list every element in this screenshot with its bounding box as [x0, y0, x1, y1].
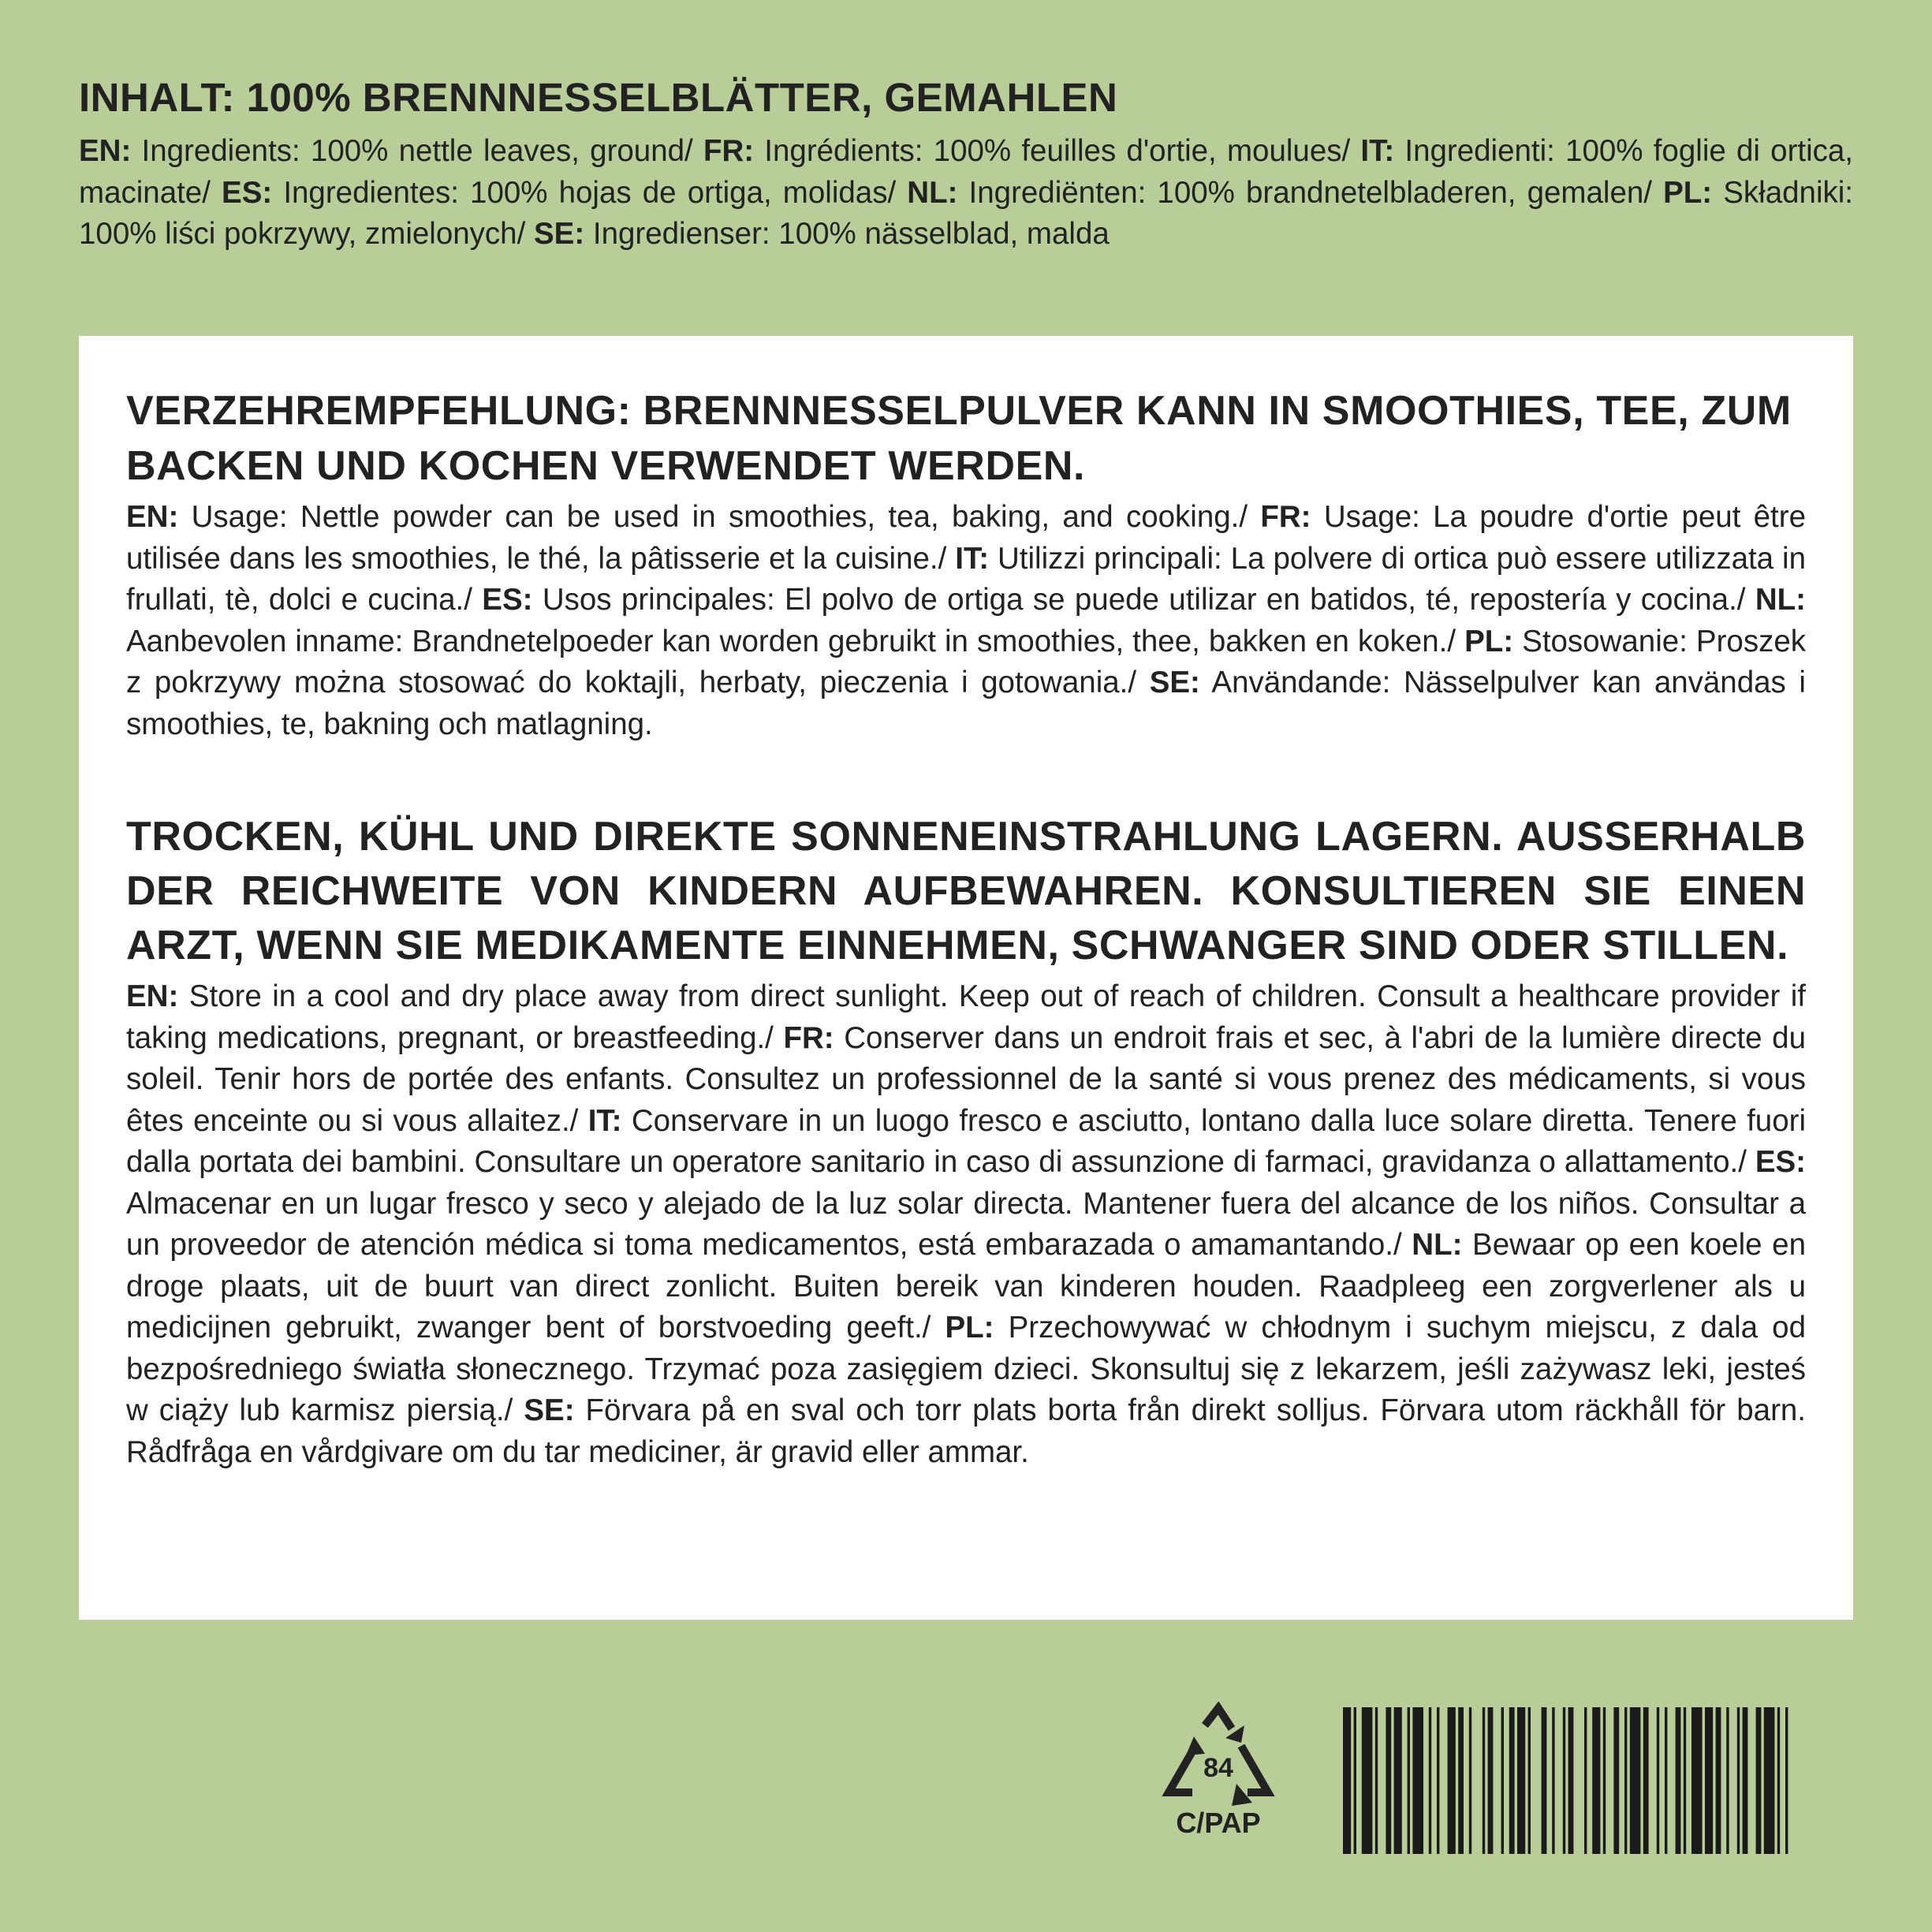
translation-text: Składniki: 100% liści pokrzywy, zmielonych/: [79, 175, 1854, 251]
barcode-bar: [1354, 1707, 1356, 1854]
barcode-bar: [1568, 1707, 1574, 1854]
barcode-bar: [1684, 1707, 1686, 1854]
translation-text: Ingrédients: 100% feuilles d'ortie, moulues/: [754, 134, 1361, 168]
ingredients-translations: [79, 131, 1853, 255]
language-code: ES:: [222, 175, 273, 210]
language-code: NL:: [907, 175, 958, 210]
barcode-bar: [1343, 1707, 1351, 1854]
translation-text: Usage: Nettle powder can be used in smoothies, tea, baking, and cooking./: [178, 500, 1261, 534]
barcode-bar: [1509, 1707, 1515, 1854]
language-code: FR:: [1260, 500, 1311, 534]
barcode-icon: [1343, 1707, 1852, 1854]
barcode-bar: [1528, 1707, 1531, 1854]
barcode-bar: [1552, 1707, 1554, 1854]
language-code: IT:: [587, 1103, 622, 1138]
language-code: EN:: [126, 979, 179, 1013]
translation-text: Ingredients: 100% nettle leaves, ground/: [131, 134, 703, 168]
barcode-bar: [1613, 1707, 1619, 1854]
storage-translations: [126, 976, 1806, 1473]
language-code: ES:: [482, 583, 533, 617]
language-code: ES:: [1755, 1145, 1806, 1179]
language-code: EN:: [126, 500, 179, 534]
barcode-bar: [1657, 1707, 1659, 1854]
translation-text: Förvara på en sval och torr plats borta från direkt solljus. Förvara utom räckhåll för barn. Rådfråga en vårdgivare om du tar mediciner, är gravid eller ammar.: [126, 1393, 1806, 1469]
translation-text: Przechowywać w chłodnym i suchym miejscu, z dala od bezpośredniego światła słonecznego. Trzymać poza zasięgiem dzieci. Skonsultuj się z lekarzem, jeśli zażywasz leki, jesteś w ciąży lub karmisz piersią./: [126, 1311, 1807, 1427]
translation-text: Conservare in un luogo fresco e asciutto, lontano dalla luce solare diretta. Tenere fuori dalla portata dei bambini. Consultare un operatore sanitario in caso di assunzione di farmaci, gravidanza o allattamento./: [126, 1103, 1806, 1179]
section-spacer: [126, 745, 1806, 810]
ingredients-title: INHALT: 100% BRENNNESSELBLÄTTER, GEMAHLEN: [79, 75, 1118, 120]
barcode-bar: [1705, 1707, 1713, 1854]
language-code: NL:: [1755, 583, 1806, 617]
language-code: PL:: [1464, 624, 1514, 658]
barcode-bar: [1394, 1707, 1402, 1854]
barcode-bar: [1643, 1707, 1649, 1854]
barcode-bar: [1737, 1707, 1740, 1854]
barcode-bar: [1412, 1707, 1423, 1854]
language-code: IT:: [1360, 134, 1395, 168]
translation-text: Användande: Nässelpulver kan användas i smoothies, te, bakning och matlagning.: [126, 666, 1806, 741]
barcode-bar: [1665, 1707, 1667, 1854]
info-panel: [79, 336, 1853, 1620]
barcode-bar: [1592, 1707, 1600, 1854]
barcode-bar: [1375, 1707, 1378, 1854]
barcode-bar: [1743, 1707, 1748, 1854]
language-code: SE:: [533, 217, 585, 251]
language-code: SE:: [524, 1393, 575, 1427]
barcode-bar: [1624, 1707, 1627, 1854]
recycling-number: 84: [1203, 1753, 1233, 1783]
barcode-bar: [1483, 1707, 1485, 1854]
barcode-bar: [1756, 1707, 1762, 1854]
language-code: EN:: [79, 134, 132, 168]
language-code: SE:: [1149, 666, 1200, 699]
barcode-bar: [1777, 1707, 1780, 1854]
language-code: PL:: [1663, 175, 1713, 210]
language-code: FR:: [783, 1020, 834, 1055]
barcode-bar: [1726, 1707, 1729, 1854]
barcode-bar: [1676, 1707, 1681, 1854]
translation-text: Ingredientes: 100% hojas de ortiga, molidas/: [272, 175, 908, 210]
translation-text: Bewaar op een koele en droge plaats, uit de buurt van direct zonlicht. Buiten bereik van kinderen houden. Raadpleeg een zorgverlener als u medicijnen gebruikt, zwanger bent of borstvoeding geeft./: [126, 1228, 1806, 1345]
translation-text: Conserver dans un endroit frais et sec, à l'abri de la lumière directe du soleil. Tenir hors de portée des enfants. Consultez un professionnel de la santé si vous prenez des médicaments, si vous êtes enceinte ou si vous allaitez./: [126, 1020, 1806, 1138]
language-code: NL:: [1412, 1228, 1463, 1262]
translation-text: Almacenar en un lugar fresco y seco y alejado de la luz solar directa. Mantener fuera del alcance de los niños. Consultar a un proveedor de atención médica si toma medicamentos, está embarazada o amamantando./: [126, 1186, 1806, 1262]
translation-text: Ingredienti: 100% foglie di ortica, macinate/: [79, 134, 1853, 210]
translation-text: Usos principales: El polvo de ortiga se puede utilizar en batidos, té, repostería y cocina./: [532, 583, 1755, 617]
barcode-bar: [1437, 1707, 1439, 1854]
barcode-bar: [1716, 1707, 1721, 1854]
barcode-bar: [1785, 1707, 1788, 1854]
barcode-bar: [1563, 1707, 1565, 1854]
barcode-bar: [1584, 1707, 1587, 1854]
barcode-bar: [1429, 1707, 1431, 1854]
barcode-bar: [1469, 1707, 1471, 1854]
barcode-bar: [1386, 1707, 1391, 1854]
barcode-bar: [1408, 1707, 1410, 1854]
barcode-bar: [1691, 1707, 1703, 1854]
translation-text: Store in a cool and dry place away from direct sunlight. Keep out of reach of children. Consult a healthcare provider if taking medications, pregnant, or breastfeeding./: [126, 979, 1806, 1055]
ingredients-section: [79, 73, 1853, 255]
barcode-bar: [1630, 1707, 1641, 1854]
barcode-bar: [1458, 1707, 1464, 1854]
translation-text: Stosowanie: Proszek z pokrzywy można stosować do koktajli, herbaty, pieczenia i gotowania./: [126, 624, 1806, 699]
barcode-bar: [1764, 1707, 1775, 1854]
barcode-bar: [1517, 1707, 1525, 1854]
barcode-bar: [1501, 1707, 1504, 1854]
translation-text: Aanbevolen inname: Brandnetelpoeder kan worden gebruikt in smoothies, thee, bakken en koken./: [126, 624, 1465, 658]
language-code: FR:: [703, 134, 755, 168]
barcode-bar: [1488, 1707, 1494, 1854]
usage-title: VERZEHREMPFEHLUNG: BRENNNESSELPULVER KANN IN SMOOTHIES, TEE, ZUM BACKEN UND KOCHEN VERWENDET WERDEN.: [126, 388, 1792, 489]
translation-text: Usage: La poudre d'ortie peut être utilisée dans les smoothies, le thé, la pâtisserie et la cuisine./: [126, 500, 1806, 576]
barcode-bar: [1603, 1707, 1606, 1854]
barcode-bar: [1362, 1707, 1373, 1854]
recycling-code: C/PAP: [1176, 1807, 1261, 1839]
barcode-bar: [1448, 1707, 1456, 1854]
language-code: PL:: [945, 1311, 994, 1345]
barcode-bar: [1542, 1707, 1547, 1854]
translation-text: Ingrediënten: 100% brandnetelbladeren, gemalen/: [957, 175, 1664, 210]
storage-title: TROCKEN, KÜHL UND DIREKTE SONNENEINSTRAHLUNG LAGERN. AUSSERHALB DER REICHWEITE VON KINDERN AUFBEWAHREN. KONSULTIEREN SIE EINEN ARZT, WENN SIE MEDIKAMENTE EINNEHMEN, SCHWANGER SIND ODER STILLEN.: [126, 814, 1806, 968]
language-code: IT:: [955, 541, 990, 576]
translation-text: Ingredienser: 100% nässelblad, malda: [584, 217, 1110, 251]
usage-translations: [126, 497, 1806, 745]
translation-text: Utilizzi principali: La polvere di ortica può essere utilizzata in frullati, tè, dolci e cucina./: [126, 541, 1806, 617]
